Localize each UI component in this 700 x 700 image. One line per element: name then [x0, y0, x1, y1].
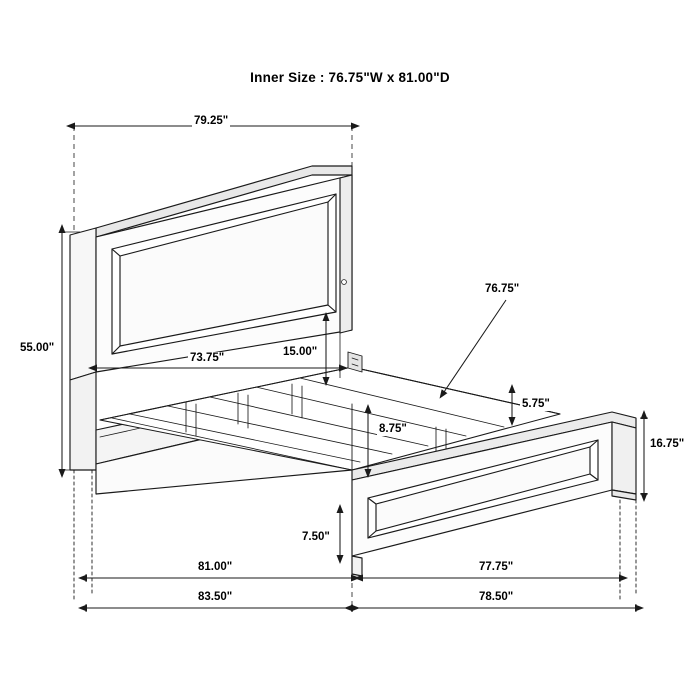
- dimension-label-slat-clearance: 5.75": [522, 398, 550, 410]
- bed-outline: [70, 166, 636, 600]
- dimension-label-side-rail-length: 81.00": [198, 561, 233, 573]
- dimension-label-overall-height: 55.00": [20, 342, 55, 354]
- dimension-label-footboard-height: 16.75": [650, 438, 685, 450]
- dimension-label-deck-height: 8.75": [379, 423, 407, 435]
- dimension-label-headboard-panel-width: 73.75": [190, 352, 225, 364]
- dimension-label-headboard-gap: 15.00": [283, 346, 318, 358]
- dimension-label-footboard-width: 77.75": [479, 561, 514, 573]
- dimension-label-headboard-width: 79.25": [194, 115, 229, 127]
- dimension-label-rail-clearance: 7.50": [302, 531, 330, 543]
- dimension-label-inner-width-callout: 76.75": [485, 283, 520, 295]
- page-title: Inner Size : 76.75"W x 81.00"D: [250, 70, 450, 85]
- dimension-label-overall-length: 83.50": [198, 591, 233, 603]
- dimension-label-overall-width: 78.50": [479, 591, 514, 603]
